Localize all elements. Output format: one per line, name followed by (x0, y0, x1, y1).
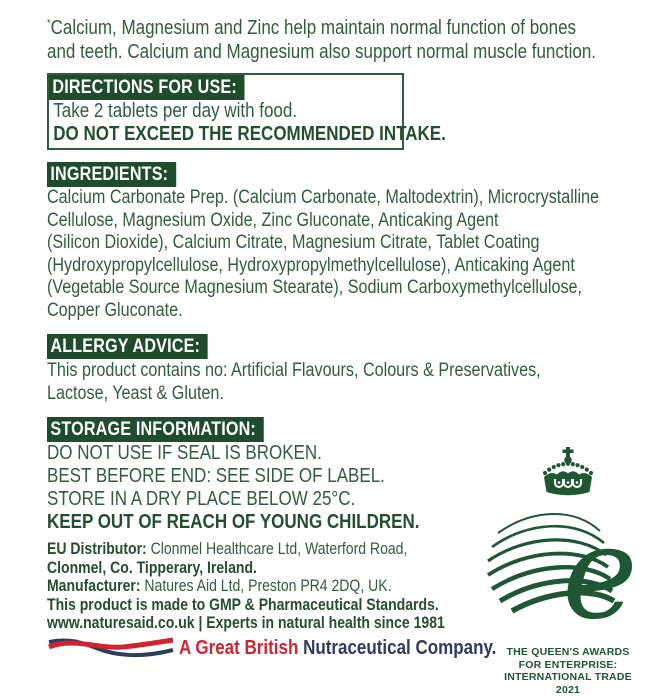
eu-distributor-value: Clonmel Healthcare Ltd, Waterford Road, (147, 540, 408, 558)
crown-icon (537, 446, 599, 502)
award-line: THE QUEEN'S AWARDS (478, 646, 658, 659)
company-tagline (179, 637, 496, 660)
allergy-line: Lactose, Yeast & Gluten. (47, 382, 557, 405)
storage-line: DO NOT USE IF SEAL IS BROKEN. (47, 442, 557, 465)
website-line: www.naturesaid.co.uk | Experts in natural health since 1981 (47, 614, 557, 633)
directions-line-1: Take 2 tablets per day with food. (49, 100, 349, 123)
ingredients-line: Cellulose, Magnesium Oxide, Zinc Gluconate, Anticaking Agent (47, 210, 557, 233)
queens-award-e-icon (482, 503, 654, 641)
storage-line: STORE IN A DRY PLACE BELOW 25°C. (47, 488, 557, 511)
eu-distributor-line-2: Clonmel, Co. Tipperary, Ireland. (47, 559, 557, 578)
storage-line-keep-out: KEEP OUT OF REACH OF YOUNG CHILDREN. (47, 511, 557, 534)
award-line: FOR ENTERPRISE: (478, 659, 658, 672)
storage-line: BEST BEFORE END: SEE SIDE OF LABEL. (47, 465, 557, 488)
ingredients-header: INGREDIENTS: (47, 162, 176, 187)
flag-swoosh-icon (47, 635, 175, 661)
award-line: INTERNATIONAL TRADE (478, 671, 658, 684)
manufacturer-label: Manufacturer: (47, 577, 141, 595)
intro-claim (47, 16, 647, 64)
storage-header: STORAGE INFORMATION: (47, 417, 264, 442)
ingredients-line: Calcium Carbonate Prep. (Calcium Carbonate, Maltodextrin), Microcrystalline (47, 187, 557, 210)
queens-award-badge (478, 446, 658, 696)
directions-box (47, 73, 404, 150)
ingredients-line: (Vegetable Source Magnesium Stearate), Sodium Carboxymethylcellulose, (47, 277, 557, 300)
allergy-header: ALLERGY ADVICE: (47, 334, 208, 359)
allergy-line: This product contains no: Artificial Flavours, Colours & Preservatives, (47, 359, 557, 382)
great-british-text: A Great British (179, 637, 298, 659)
queens-award-text (478, 646, 658, 696)
svg-text:e: e (562, 499, 638, 648)
nutraceutical-text: Nutraceutical Company. (298, 637, 496, 659)
footnote-asterisk: * (47, 17, 51, 29)
gmp-line: This product is made to GMP & Pharmaceutical Standards. (47, 596, 557, 615)
ingredients-line: (Silicon Dioxide), Calcium Citrate, Magnesium Citrate, Tablet Coating (47, 232, 557, 255)
directions-line-2: DO NOT EXCEED THE RECOMMENDED INTAKE. (49, 123, 349, 146)
intro-line-1: *Calcium, Magnesium and Zinc help maintain normal function of bones (47, 16, 557, 40)
eu-distributor-label: EU Distributor: (47, 540, 147, 558)
ingredients-line: (Hydroxypropylcellulose, Hydroxypropylmethylcellulose), Anticaking Agent (47, 255, 557, 278)
ingredients-section (47, 162, 647, 322)
intro-line-2: and teeth. Calcium and Magnesium also support normal muscle function. (47, 40, 557, 64)
allergy-section (47, 334, 647, 405)
ingredients-line: Copper Gluconate. (47, 300, 557, 323)
award-line: 2021 (478, 684, 658, 696)
manufacturer-value: Natures Aid Ltd, Preston PR4 2DQ, UK. (141, 577, 392, 595)
directions-header: DIRECTIONS FOR USE: (49, 75, 245, 100)
